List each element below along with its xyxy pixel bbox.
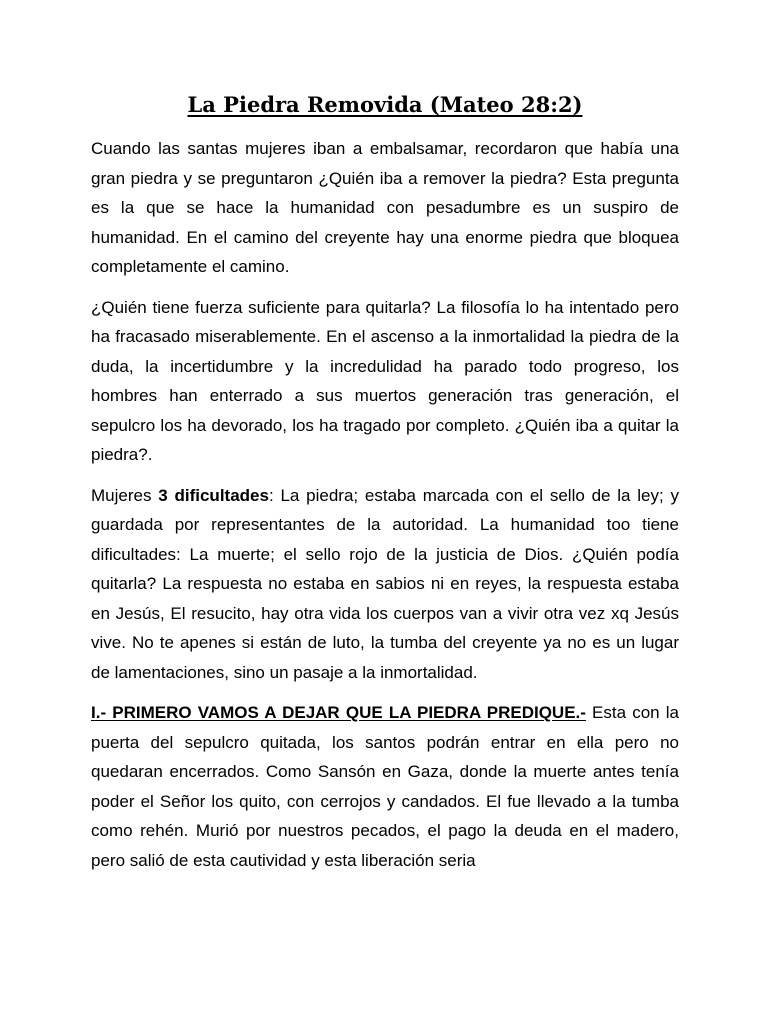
- paragraph-1-text: Cuando las santas mujeres iban a embalsamar, recordaron que había una gran piedra y se preguntaron ¿Quién iba a remover la piedra? Esta pregunta es la que se hace la humanidad con pesadumbre es un suspiro de humanidad. En el camino del creyente hay una enorme piedra que bloquea completamente el camino.: [91, 139, 679, 276]
- paragraph-2: [91, 293, 679, 470]
- paragraph-3-bold-phrase: 3 dificultades: [158, 485, 269, 505]
- paragraph-4-text: Esta con la puerta del sepulcro quitada, los santos podrán entrar en ella pero no quedaran encerrados. Como Sansón en Gaza, donde la muerte antes tenía poder el Señor los quito, con cerrojos y candados. El fue llevado a la tumba como rehén. Murió por nuestros pecados, el pago la deuda en el madero, pero salió de esta cautividad y esta liberación seria: [91, 703, 679, 870]
- section-heading-i: I.- PRIMERO VAMOS A DEJAR QUE LA PIEDRA PREDIQUE.-: [91, 703, 586, 722]
- document-title: La Piedra Removida (Mateo 28:2): [187, 92, 583, 117]
- paragraph-3-text: : La piedra; estaba marcada con el sello de la ley; y guardada por representantes de la autoridad. La humanidad too tiene dificultades: La muerte; el sello rojo de la justicia de Dios. ¿Quién podía quitarla? La respuesta no estaba en sabios ni en reyes, la respuesta estaba en Jesús, El resucito, hay otra vida los cuerpos van a vivir otra vez xq Jesús vive. No te apenes si están de luto, la tumba del creyente ya no es un lugar de lamentaciones, sino un pasaje a la inmortalidad.: [91, 485, 680, 682]
- paragraph-1: [91, 134, 679, 282]
- paragraph-3-prefix: Mujeres: [91, 485, 159, 505]
- paragraph-3: [91, 481, 679, 688]
- paragraph-4: [91, 698, 679, 875]
- paragraph-2-text: ¿Quién tiene fuerza suficiente para quitarla? La filosofía lo ha intentado pero ha fracasado miserablemente. En el ascenso a la inmortalidad la piedra de la duda, la incertidumbre y la incredulidad ha parado todo progreso, los hombres han enterrado a sus muertos generación tras generación, el sepulcro los ha devorado, los ha tragado por completo. ¿Quién iba a quitar la piedra?.: [91, 297, 679, 464]
